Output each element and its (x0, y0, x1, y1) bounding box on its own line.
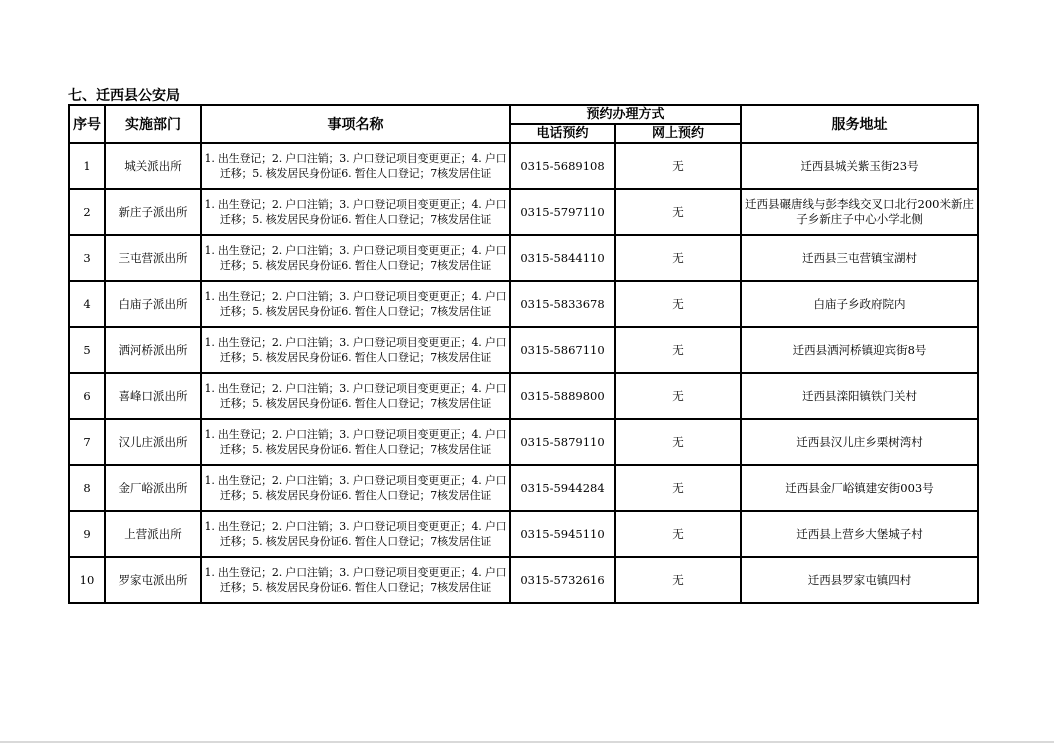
row-online: 无 (615, 327, 741, 373)
row-items: 1. 出生登记；2. 户口注销；3. 户口登记项目变更更正；4. 户口迁移；5. 核发居民身份证6. 暂住人口登记；7核发居住证 (201, 557, 510, 603)
row-items: 1. 出生登记；2. 户口注销；3. 户口登记项目变更更正；4. 户口迁移；5. 核发居民身份证6. 暂住人口登记；7核发居住证 (201, 419, 510, 465)
table-row (69, 557, 978, 603)
row-items: 1. 出生登记；2. 户口注销；3. 户口登记项目变更更正；4. 户口迁移；5. 核发居民身份证6. 暂住人口登记；7核发居住证 (201, 327, 510, 373)
table-row (69, 189, 978, 235)
section-title: 七、迁西县公安局 (68, 88, 180, 104)
row-phone: 0315-5689108 (510, 143, 615, 189)
row-phone: 0315-5833678 (510, 281, 615, 327)
row-index: 7 (69, 419, 105, 465)
row-address: 迁西县城关紫玉街23号 (741, 143, 978, 189)
header-appointment-group: 预约办理方式 (510, 105, 741, 124)
row-department: 金厂峪派出所 (105, 465, 201, 511)
table-row (69, 235, 978, 281)
table-row (69, 465, 978, 511)
row-online: 无 (615, 281, 741, 327)
row-address: 迁西县汉儿庄乡栗树湾村 (741, 419, 978, 465)
row-online: 无 (615, 419, 741, 465)
row-index: 1 (69, 143, 105, 189)
row-department: 白庙子派出所 (105, 281, 201, 327)
row-index: 6 (69, 373, 105, 419)
table-row (69, 281, 978, 327)
row-items: 1. 出生登记；2. 户口注销；3. 户口登记项目变更更正；4. 户口迁移；5. 核发居民身份证6. 暂住人口登记；7核发居住证 (201, 511, 510, 557)
row-department: 三屯营派出所 (105, 235, 201, 281)
row-items: 1. 出生登记；2. 户口注销；3. 户口登记项目变更更正；4. 户口迁移；5. 核发居民身份证6. 暂住人口登记；7核发居住证 (201, 373, 510, 419)
row-address: 迁西县金厂峪镇建安街003号 (741, 465, 978, 511)
row-online: 无 (615, 511, 741, 557)
row-items: 1. 出生登记；2. 户口注销；3. 户口登记项目变更更正；4. 户口迁移；5. 核发居民身份证6. 暂住人口登记；7核发居住证 (201, 143, 510, 189)
row-address: 迁西县上营乡大堡城子村 (741, 511, 978, 557)
row-department: 新庄子派出所 (105, 189, 201, 235)
table-row (69, 419, 978, 465)
row-address: 白庙子乡政府院内 (741, 281, 978, 327)
row-department: 上营派出所 (105, 511, 201, 557)
header-index: 序号 (69, 105, 105, 143)
row-online: 无 (615, 189, 741, 235)
row-phone: 0315-5889800 (510, 373, 615, 419)
row-online: 无 (615, 465, 741, 511)
row-items: 1. 出生登记；2. 户口注销；3. 户口登记项目变更更正；4. 户口迁移；5. 核发居民身份证6. 暂住人口登记；7核发居住证 (201, 465, 510, 511)
row-department: 罗家屯派出所 (105, 557, 201, 603)
row-index: 2 (69, 189, 105, 235)
row-address: 迁西县洒河桥镇迎宾街8号 (741, 327, 978, 373)
table-row (69, 511, 978, 557)
header-phone-appointment: 电话预约 (510, 124, 615, 143)
row-items: 1. 出生登记；2. 户口注销；3. 户口登记项目变更更正；4. 户口迁移；5. 核发居民身份证6. 暂住人口登记；7核发居住证 (201, 281, 510, 327)
row-index: 5 (69, 327, 105, 373)
row-address: 迁西县滦阳镇铁门关村 (741, 373, 978, 419)
row-phone: 0315-5867110 (510, 327, 615, 373)
table-row (69, 327, 978, 373)
row-phone: 0315-5944284 (510, 465, 615, 511)
row-address: 迁西县罗家屯镇四村 (741, 557, 978, 603)
row-phone: 0315-5732616 (510, 557, 615, 603)
row-items: 1. 出生登记；2. 户口注销；3. 户口登记项目变更更正；4. 户口迁移；5. 核发居民身份证6. 暂住人口登记；7核发居住证 (201, 189, 510, 235)
header-address: 服务地址 (741, 105, 978, 143)
row-index: 10 (69, 557, 105, 603)
row-index: 4 (69, 281, 105, 327)
row-index: 8 (69, 465, 105, 511)
row-phone: 0315-5945110 (510, 511, 615, 557)
row-department: 喜峰口派出所 (105, 373, 201, 419)
row-address: 迁西县三屯营镇宝湖村 (741, 235, 978, 281)
row-online: 无 (615, 557, 741, 603)
row-phone: 0315-5879110 (510, 419, 615, 465)
header-online-appointment: 网上预约 (615, 124, 741, 143)
table-row (69, 143, 978, 189)
row-department: 汉儿庄派出所 (105, 419, 201, 465)
row-index: 9 (69, 511, 105, 557)
row-phone: 0315-5797110 (510, 189, 615, 235)
row-items: 1. 出生登记；2. 户口注销；3. 户口登记项目变更更正；4. 户口迁移；5. 核发居民身份证6. 暂住人口登记；7核发居住证 (201, 235, 510, 281)
row-department: 城关派出所 (105, 143, 201, 189)
row-online: 无 (615, 143, 741, 189)
row-index: 3 (69, 235, 105, 281)
header-department: 实施部门 (105, 105, 201, 143)
row-department: 洒河桥派出所 (105, 327, 201, 373)
row-online: 无 (615, 235, 741, 281)
header-item-name: 事项名称 (201, 105, 510, 143)
police-station-table (68, 104, 979, 604)
row-online: 无 (615, 373, 741, 419)
table-row (69, 373, 978, 419)
row-address: 迁西县碾唐线与彭李线交叉口北行200米新庄子乡新庄子中心小学北侧 (741, 189, 978, 235)
row-phone: 0315-5844110 (510, 235, 615, 281)
